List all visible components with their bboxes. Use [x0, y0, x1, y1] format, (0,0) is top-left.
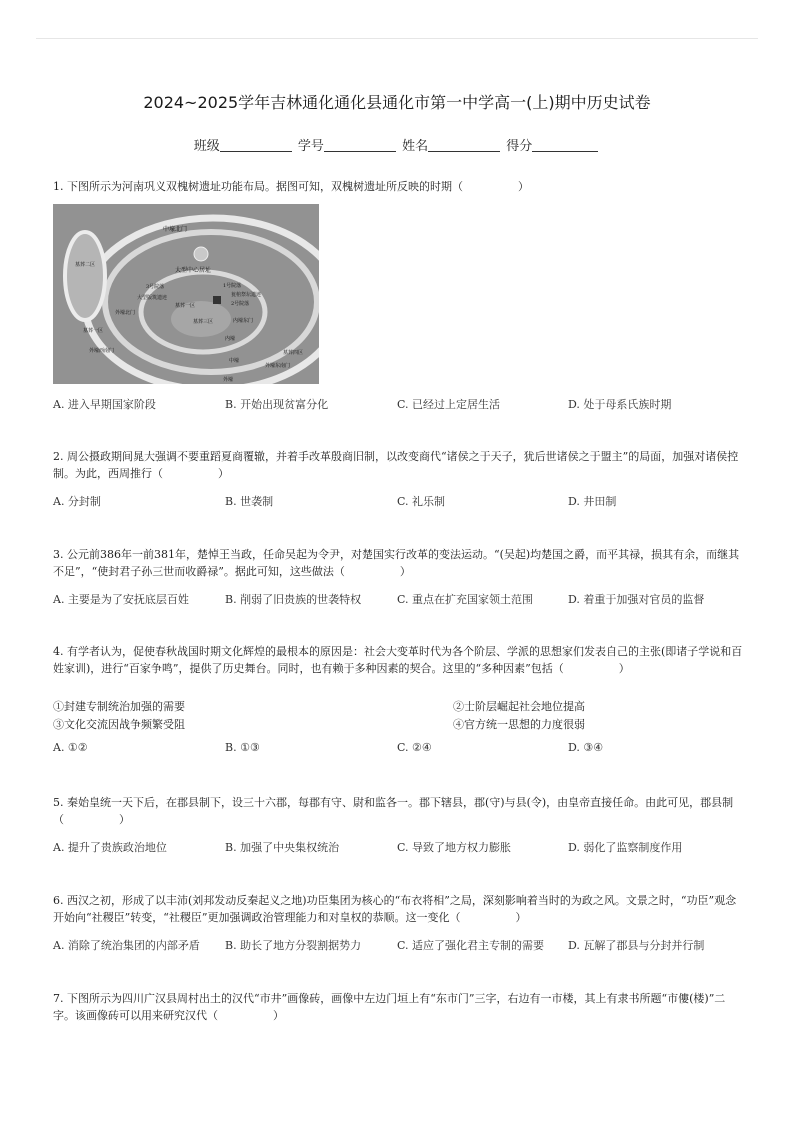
- q5-option-d[interactable]: D. 弱化了监察制度作用: [568, 841, 683, 854]
- student-no-label: 学号: [297, 139, 324, 154]
- q2-option-b[interactable]: B. 世袭制: [225, 495, 274, 508]
- q1-option-a[interactable]: A. 进入早期国家阶段: [53, 398, 156, 411]
- score-label: 得分: [506, 139, 533, 154]
- question-1-options: [53, 396, 743, 412]
- fig-label-cem-main: 墓葬一区: [175, 303, 196, 309]
- q6-option-d[interactable]: D. 瓦解了郡县与分封并行制: [568, 939, 705, 952]
- q1-option-c[interactable]: C. 已经过上定居生活: [397, 398, 501, 411]
- q4-item-1: ①封建专制统治加强的需要: [53, 700, 185, 713]
- fig-label-court1: 1号院落: [223, 283, 242, 289]
- question-3-stem: 3. 公元前386年一前381年，楚悼王当政，任命吴起为令尹，对楚国实行改革的变法运动。“(吴起)均楚国之爵，而平其禄，损其有余，而继其不足”，“使封君子孙三世而收爵禄”。据此可知，这些做法（ ）: [53, 548, 740, 578]
- fig-label-outer: 外壕: [223, 377, 234, 383]
- fig-label-inner: 内壕: [225, 336, 236, 342]
- q5-option-a[interactable]: A. 提升了贵族政治地位: [53, 841, 167, 854]
- fig-label-outer-north: 外壕北门: [115, 310, 136, 316]
- class-label: 班级: [193, 139, 220, 154]
- name-label: 姓名: [402, 139, 429, 154]
- q2-option-d[interactable]: D. 井田制: [568, 495, 617, 508]
- fig-label-cem4: 墓葬四区: [283, 350, 304, 356]
- q3-option-d[interactable]: D. 着重于加强对官员的监督: [568, 593, 705, 606]
- q4-option-d[interactable]: D. ③④: [568, 741, 604, 754]
- fig-label-big-center: 大型中心居址: [175, 267, 212, 274]
- q6-option-a[interactable]: A. 消除了统治集团的内部矛盾: [53, 939, 200, 952]
- site-layout-map: [53, 204, 319, 384]
- site-layout-figure: [53, 204, 319, 384]
- q4-option-c[interactable]: C. ②④: [397, 741, 432, 754]
- fig-label-court2: 2号院落: [231, 301, 250, 307]
- top-rule: [36, 38, 758, 39]
- q1-option-d[interactable]: D. 处于母系氏族时期: [568, 398, 672, 411]
- q4-item-3: ③文化交流因战争频繁受阻: [53, 718, 185, 731]
- fig-label-court3: 3号院落: [146, 284, 165, 290]
- q6-option-c[interactable]: C. 适应了强化君主专制的需要: [397, 939, 545, 952]
- fig-label-outer-west: 外壕西南门: [89, 348, 115, 354]
- score-blank[interactable]: [532, 138, 598, 152]
- question-3-options: [53, 591, 743, 607]
- student-no-blank[interactable]: [324, 138, 396, 152]
- q3-option-a[interactable]: A. 主要是为了安抚底层百姓: [53, 593, 189, 606]
- fig-label-outer-east: 外壕东南门: [265, 363, 291, 369]
- q2-option-a[interactable]: A. 分封制: [53, 495, 101, 508]
- question-6-stem: 6. 西汉之初，形成了以丰沛(刘邦发动反秦起义之地)功臣集团为核心的“布衣将相”之局，深刻影响着当时的为政之风。文景之时，“功臣”观念开始向“社稷臣”转变，“社稷臣”更加强调政治管理能力和对皇权的恭顺。这一变化（ ）: [53, 894, 737, 924]
- q6-option-b[interactable]: B. 助长了地方分裂割据势力: [225, 939, 362, 952]
- q3-option-b[interactable]: B. 削弱了旧贵族的世袭特权: [225, 593, 362, 606]
- question-7-stem: 7. 下图所示为四川广汉县周村出土的汉代“市井”画像砖，画像中左边门垣上有“东市门”三字，右边有一市楼，其上有隶书所题“市僂(楼)”二字。该画像砖可以用来研究汉代（ ）: [53, 992, 726, 1022]
- question-2-options: [53, 493, 743, 509]
- fig-label-middle: 中壕: [229, 358, 240, 364]
- q5-option-c[interactable]: C. 导致了地方权力膨胀: [397, 841, 512, 854]
- fig-label-cem3: 墓葬三区: [193, 319, 214, 325]
- fig-label-cem1: 墓葬一区: [83, 328, 104, 334]
- question-5-options: [53, 839, 743, 855]
- question-4-stem: 4. 有学者认为，促使春秋战国时期文化辉煌的最根本的原因是：社会大变革时代为各个阶层、学派的思想家们发表自己的主张(即诸子学说和百姓家训)，进行“百家争鸣”，提供了历史舞台。同时，也有赖于多种因素的契合。这里的“多种因素”包括（ ）: [53, 645, 743, 675]
- class-blank[interactable]: [220, 138, 292, 152]
- question-4-options: [53, 741, 743, 757]
- q5-option-b[interactable]: B. 加强了中央集权统治: [225, 841, 340, 854]
- question-1-stem: 1. 下图所示为河南巩义双槐树遗址功能布局。据图可知，双槐树遗址所反映的时期（ ）: [53, 180, 529, 193]
- q1-option-b[interactable]: B. 开始出现贫富分化: [225, 398, 329, 411]
- fig-label-big-site: 大型版筑遗迹: [137, 295, 168, 301]
- question-2-stem: 2. 周公摄政期间晁大强调不要重蹈夏商覆辙，并着手改革殷商旧制，以改变商代“诸侯之于天子，犹后世诸侯之于盟主”的局面，加强对诸侯控制。为此，西周推行（ ）: [53, 450, 739, 480]
- q2-option-c[interactable]: C. 礼乐制: [397, 495, 446, 508]
- q3-option-c[interactable]: C. 重点在扩充国家领土范围: [397, 593, 534, 606]
- question-5-stem: 5. 秦始皇统一天下后，在郡县制下，设三十六郡，每郡有守、尉和监各一。郡下辖县，郡(守)与县(令)，由皇帝直接任命。由此可见，郡县制（ ）: [53, 796, 734, 826]
- name-blank[interactable]: [428, 138, 500, 152]
- fig-label-sacrifice: 瓮棺祭坛遗迹: [231, 292, 262, 298]
- page-title: 2024~2025学年吉林通化通化县通化市第一中学高一(上)期中历史试卷: [143, 93, 651, 112]
- q4-item-4: ④官方统一思想的力度很弱: [453, 718, 585, 731]
- fig-label-inner-east: 内壕东门: [233, 318, 254, 324]
- q4-option-a[interactable]: A. ①②: [53, 741, 88, 754]
- question-6-options: [53, 937, 743, 953]
- q4-option-b[interactable]: B. ①③: [225, 741, 260, 754]
- student-info-row: [0, 135, 794, 154]
- q4-item-2: ②士阶层崛起社会地位提高: [453, 700, 585, 713]
- fig-label-north-gate: 中壕北门: [163, 226, 188, 233]
- fig-label-cem2: 墓葬二区: [75, 262, 96, 268]
